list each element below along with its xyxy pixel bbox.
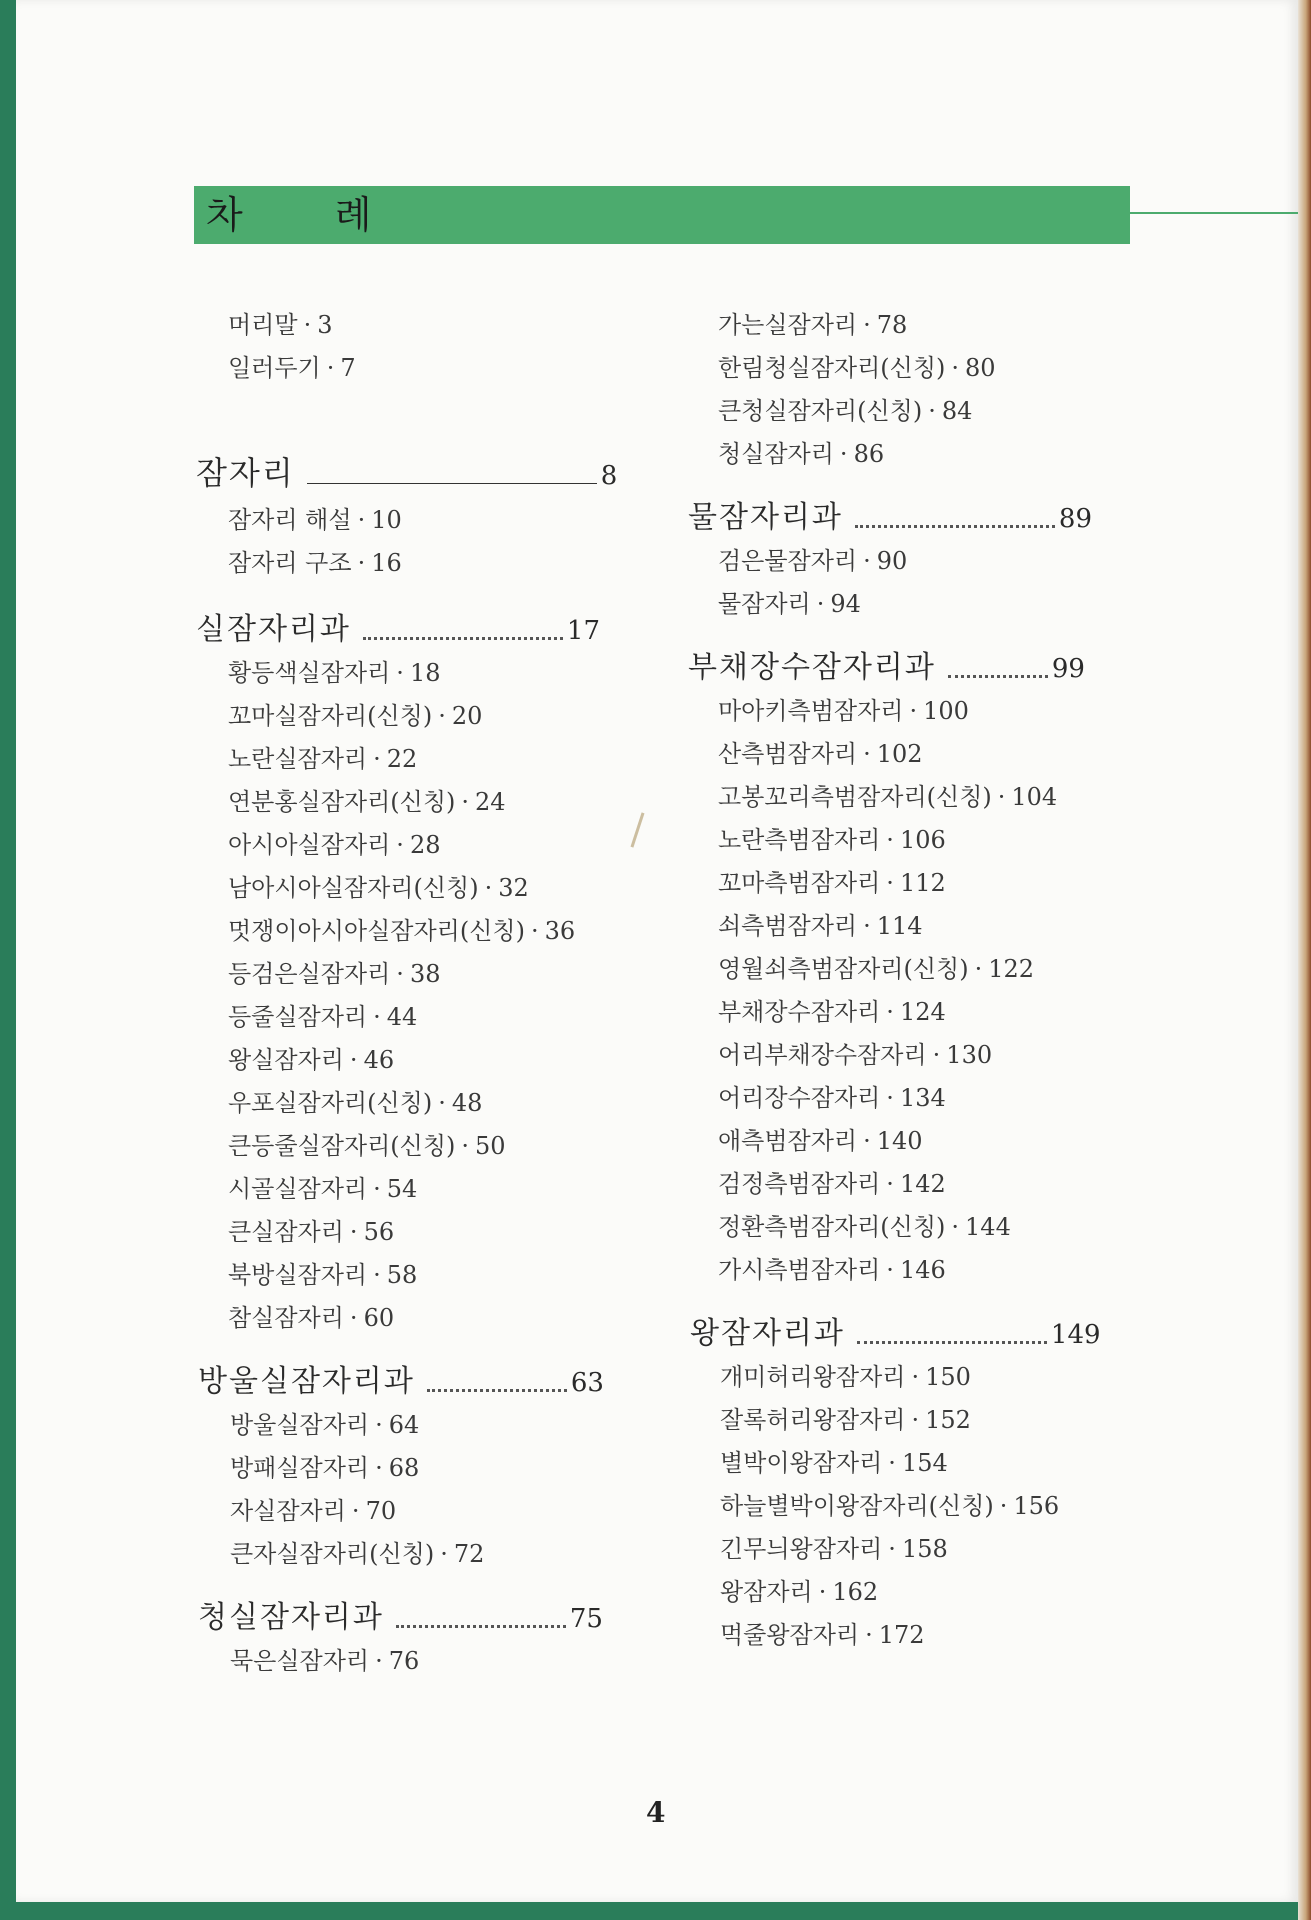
- toc-entry[interactable]: 꼬마실잠자리(신칭) · 20: [228, 702, 483, 730]
- toc-entry[interactable]: 노란실잠자리 · 22: [228, 745, 418, 773]
- toc-entry[interactable]: 가시측범잠자리 · 146: [718, 1256, 946, 1284]
- page-title: 차 례: [206, 193, 412, 237]
- toc-section-heading[interactable]: 실잠자리과 17: [196, 612, 600, 647]
- toc-entry[interactable]: 우포실잠자리(신칭) · 48: [228, 1089, 483, 1117]
- toc-entry[interactable]: 시골실잠자리 · 54: [228, 1175, 418, 1203]
- page-edge: [1298, 0, 1311, 1920]
- toc-entry[interactable]: 먹줄왕잠자리 · 172: [720, 1621, 925, 1649]
- toc-entry[interactable]: 고봉꼬리측범잠자리(신칭) · 104: [718, 783, 1058, 811]
- toc-entry[interactable]: 물잠자리 · 94: [718, 590, 861, 618]
- toc-entry[interactable]: 어리장수잠자리 · 134: [718, 1084, 946, 1112]
- toc-entry[interactable]: 쇠측범잠자리 · 114: [718, 912, 923, 940]
- toc-entry[interactable]: 등검은실잠자리 · 38: [228, 960, 441, 988]
- toc-entry[interactable]: 애측범잠자리 · 140: [718, 1127, 923, 1155]
- toc-section-heading[interactable]: 왕잠자리과 149: [690, 1316, 1101, 1351]
- toc-entry[interactable]: 왕잠자리 · 162: [720, 1578, 879, 1606]
- toc-entry[interactable]: 머리말 · 3: [228, 311, 333, 339]
- toc-entry[interactable]: 청실잠자리 · 86: [718, 440, 885, 468]
- toc-entry[interactable]: 잘록허리왕잠자리 · 152: [720, 1406, 971, 1434]
- toc-section-heading[interactable]: 부채장수잠자리과 99: [688, 650, 1085, 685]
- toc-entry[interactable]: 마아키측범잠자리 · 100: [718, 697, 969, 725]
- toc-entry[interactable]: 멋쟁이아시아실잠자리(신칭) · 36: [228, 917, 576, 945]
- toc-entry[interactable]: 방울실잠자리 · 64: [230, 1411, 420, 1439]
- toc-entry[interactable]: 큰청실잠자리(신칭) · 84: [718, 397, 973, 425]
- toc-entry[interactable]: 검정측범잠자리 · 142: [718, 1170, 946, 1198]
- toc-entry[interactable]: 잠자리 구조 · 16: [228, 549, 402, 577]
- toc-entry[interactable]: 가는실잠자리 · 78: [718, 311, 908, 339]
- toc-entry[interactable]: 개미허리왕잠자리 · 150: [720, 1363, 971, 1391]
- toc-entry[interactable]: 왕실잠자리 · 46: [228, 1046, 395, 1074]
- toc-section-heading[interactable]: 잠자리 8: [196, 454, 618, 492]
- toc-entry[interactable]: 큰자실잠자리(신칭) · 72: [230, 1540, 485, 1568]
- toc-entry[interactable]: 하늘별박이왕잠자리(신칭) · 156: [720, 1492, 1060, 1520]
- toc-entry[interactable]: 연분홍실잠자리(신칭) · 24: [228, 788, 506, 816]
- toc-entry[interactable]: 꼬마측범잠자리 · 112: [718, 869, 946, 897]
- toc-entry[interactable]: 큰등줄실잠자리(신칭) · 50: [228, 1132, 506, 1160]
- toc-section-heading[interactable]: 청실잠자리과 75: [198, 1600, 603, 1635]
- toc-entry[interactable]: 긴무늬왕잠자리 · 158: [720, 1535, 948, 1563]
- toc-section-heading[interactable]: 방울실잠자리과 63: [198, 1364, 604, 1399]
- toc-entry[interactable]: 아시아실잠자리 · 28: [228, 831, 441, 859]
- toc-entry[interactable]: 등줄실잠자리 · 44: [228, 1003, 418, 1031]
- toc-entry[interactable]: 큰실잠자리 · 56: [228, 1218, 395, 1246]
- header-rule: [1130, 212, 1298, 214]
- toc-entry[interactable]: 정환측범잠자리(신칭) · 144: [718, 1213, 1011, 1241]
- toc-entry[interactable]: 노란측범잠자리 · 106: [718, 826, 946, 854]
- toc-entry[interactable]: 방패실잠자리 · 68: [230, 1454, 420, 1482]
- toc-section-heading[interactable]: 물잠자리과 89: [688, 500, 1092, 535]
- toc-entry[interactable]: 일러두기 · 7: [228, 354, 356, 382]
- toc-entry[interactable]: 부채장수잠자리 · 124: [718, 998, 946, 1026]
- toc-entry[interactable]: 북방실잠자리 · 58: [228, 1261, 418, 1289]
- toc-entry[interactable]: 남아시아실잠자리(신칭) · 32: [228, 874, 529, 902]
- toc-entry[interactable]: 산측범잠자리 · 102: [718, 740, 923, 768]
- toc-entry[interactable]: 황등색실잠자리 · 18: [228, 659, 441, 687]
- toc-entry[interactable]: 어리부채장수잠자리 · 130: [718, 1041, 993, 1069]
- toc-entry[interactable]: 참실잠자리 · 60: [228, 1304, 395, 1332]
- toc-entry[interactable]: 한림청실잠자리(신칭) · 80: [718, 354, 996, 382]
- toc-entry[interactable]: 자실잠자리 · 70: [230, 1497, 397, 1525]
- toc-entry[interactable]: 영월쇠측범잠자리(신칭) · 122: [718, 955, 1035, 983]
- page-number: 4: [646, 1796, 666, 1829]
- toc-entry[interactable]: 검은물잠자리 · 90: [718, 547, 908, 575]
- toc-entry[interactable]: 묵은실잠자리 · 76: [230, 1647, 420, 1675]
- toc-entry[interactable]: 별박이왕잠자리 · 154: [720, 1449, 948, 1477]
- toc-entry[interactable]: 잠자리 해설 · 10: [228, 506, 402, 534]
